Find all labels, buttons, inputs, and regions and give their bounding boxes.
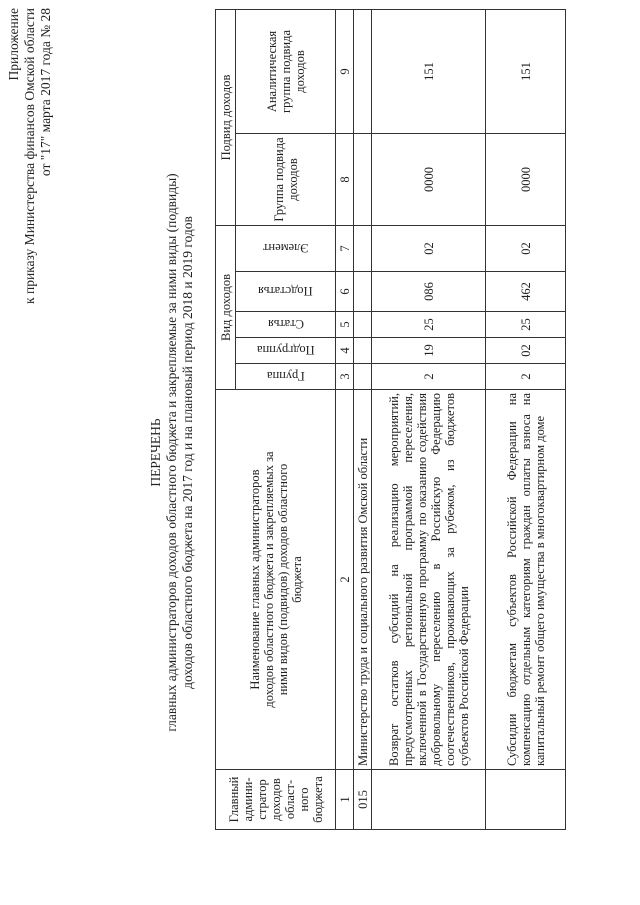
income-element: 02	[372, 225, 486, 271]
header-name: Наименование главных администраторов доходов областного бюджета и закрепляемых за ними видов (подвидов) доходов областного бюджета	[216, 390, 336, 770]
income-article: 25	[486, 312, 566, 338]
header-group-cell	[236, 364, 336, 390]
header-subgroup-cell	[236, 338, 336, 364]
column-number: 5	[336, 312, 354, 338]
column-number: 6	[336, 272, 354, 312]
column-number: 1	[336, 770, 354, 830]
column-number: 4	[336, 338, 354, 364]
income-element: 02	[486, 225, 566, 271]
income-group-podvid: 0000	[486, 133, 566, 225]
ministry-code: 015	[354, 770, 372, 830]
document-title-line-1: главных администраторов доходов областного бюджета и закрепляемые за ними виды (подвиды)	[164, 173, 179, 732]
header-analytic-group: Аналитическая группа подвида доходов	[236, 9, 336, 133]
document-heading: ПЕРЕЧЕНЬ	[148, 418, 163, 487]
ministry-name: Министерство труда и социального развития Омской области	[354, 390, 372, 770]
header-article: Статья	[267, 317, 304, 332]
appendix-line-1: Приложение	[6, 8, 21, 81]
header-admin: Главный админи-стратор доходов област-ного бюджета	[216, 770, 336, 830]
table-row	[372, 9, 486, 829]
column-numbers-row	[336, 9, 354, 829]
header-subarticle-cell	[236, 272, 336, 312]
header-podvid-dohodov: Подвид доходов	[216, 9, 236, 225]
income-subarticle: 086	[372, 272, 486, 312]
income-name: Субсидии бюджетам субъектов Российской Федерации на компенсацию отдельным категориям граждан оплаты взноса на капитальный ремонт общего имущества в многоквартирном доме	[486, 390, 566, 770]
income-subgroup: 19	[372, 338, 486, 364]
income-subarticle: 462	[486, 272, 566, 312]
document-title-line-2: доходов областного бюджета на 2017 год и на плановый период 2018 и 2019 годов	[180, 216, 195, 689]
income-group: 2	[372, 364, 486, 390]
header-element: Элемент	[262, 241, 309, 256]
column-number: 7	[336, 225, 354, 271]
table-row	[486, 9, 566, 829]
income-group: 2	[486, 364, 566, 390]
header-group: Группа	[266, 369, 305, 384]
column-number: 8	[336, 133, 354, 225]
income-name: Возврат остатков субсидий на реализацию мероприятий, предусмотренных региональной программой переселения, включенной в Государственную программу по оказанию содействия добровольному переселению в Российскую Федерацию соотечественников, проживающих за рубежом, из бюджетов субъектов Российской Федерации	[372, 390, 486, 770]
appendix-line-2: к приказу Министерства финансов Омской области	[22, 8, 37, 304]
column-number: 9	[336, 9, 354, 133]
appendix-line-3: от "17" марта 2017 года № 28	[38, 8, 53, 177]
column-number: 2	[336, 390, 354, 770]
header-group-podvid: Группа подвида доходов	[236, 133, 336, 225]
header-element-cell	[236, 225, 336, 271]
header-subgroup: Подгруппа	[256, 343, 315, 358]
header-subarticle: Подстатья	[258, 284, 313, 299]
column-number: 3	[336, 364, 354, 390]
header-vid-dohodov: Вид доходов	[216, 225, 236, 389]
income-analytic-group: 151	[486, 9, 566, 133]
header-article-cell	[236, 312, 336, 338]
income-group-podvid: 0000	[372, 133, 486, 225]
ministry-row	[354, 9, 372, 829]
income-administrators-table	[215, 9, 566, 830]
income-subgroup: 02	[486, 338, 566, 364]
income-analytic-group: 151	[372, 9, 486, 133]
income-article: 25	[372, 312, 486, 338]
